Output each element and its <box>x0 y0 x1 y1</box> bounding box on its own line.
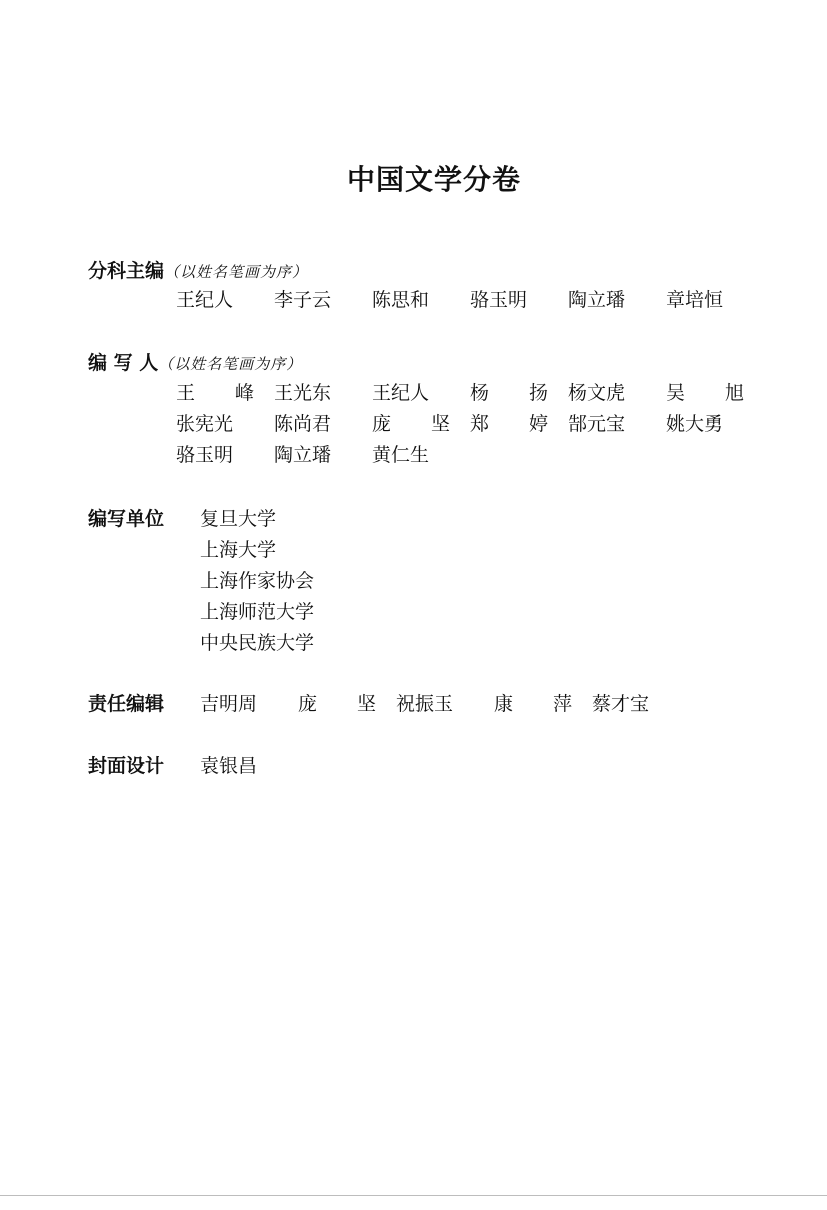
responsible-editor-name: 祝振玉 <box>396 693 454 715</box>
chief-editor-name: 陶立璠 <box>568 289 626 311</box>
writer-name: 姚大勇 <box>666 413 724 435</box>
chief-editors-note: （以姓名笔画为序） <box>164 263 309 281</box>
writer-name: 杨 扬 <box>470 382 566 404</box>
chief-editors-label: 分科主编 <box>88 260 165 282</box>
writer-name: 黄仁生 <box>372 444 430 466</box>
chief-editors-heading <box>88 256 308 283</box>
cover-design-heading: 封面设计 <box>88 755 165 777</box>
page-bottom-rule <box>0 1195 827 1196</box>
page-title: 中国文学分卷 <box>346 163 521 196</box>
writer-name: 郑 婷 <box>470 413 566 435</box>
responsible-editor-name: 庞 坚 <box>298 693 394 715</box>
writers-note: （以姓名笔画为序） <box>158 355 303 373</box>
unit-item: 上海作家协会 <box>200 570 315 592</box>
writer-name: 骆玉明 <box>176 444 234 466</box>
unit-item: 复旦大学 <box>200 508 277 530</box>
writers-label: 编 写 人 <box>88 352 159 374</box>
writer-name: 王纪人 <box>372 382 430 404</box>
unit-item: 上海师范大学 <box>200 601 315 623</box>
writer-name: 王光东 <box>274 382 332 404</box>
chief-editor-name: 李子云 <box>274 289 332 311</box>
writer-name: 杨文虎 <box>568 382 626 404</box>
chief-editor-name: 王纪人 <box>176 289 234 311</box>
cover-designer-name: 袁银昌 <box>200 755 258 777</box>
units-heading: 编写单位 <box>88 508 165 530</box>
chief-editor-name: 陈思和 <box>372 289 430 311</box>
chief-editor-name: 章培恒 <box>666 289 724 311</box>
unit-item: 中央民族大学 <box>200 632 315 654</box>
writer-name: 陶立璠 <box>274 444 332 466</box>
writer-name: 王 峰 <box>176 382 272 404</box>
chief-editor-name: 骆玉明 <box>470 289 528 311</box>
writer-name: 郜元宝 <box>568 413 626 435</box>
writer-name: 陈尚君 <box>274 413 332 435</box>
responsible-editor-name: 康 萍 <box>494 693 590 715</box>
unit-item: 上海大学 <box>200 539 277 561</box>
writer-name: 吴 旭 <box>666 382 762 404</box>
writer-name: 张宪光 <box>176 413 234 435</box>
responsible-editor-name: 蔡才宝 <box>592 693 650 715</box>
responsible-editor-name: 吉明周 <box>200 693 258 715</box>
writer-name: 庞 坚 <box>372 413 468 435</box>
writers-heading <box>88 348 302 375</box>
responsible-editors-heading: 责任编辑 <box>88 693 165 715</box>
